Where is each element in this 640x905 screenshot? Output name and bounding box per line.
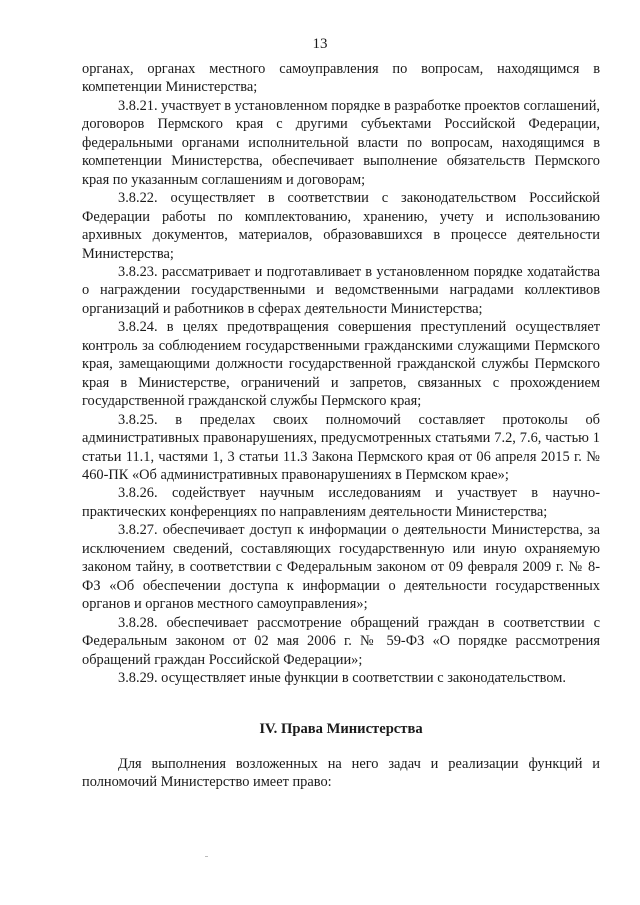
scan-artifact (205, 856, 208, 857)
paragraph-3-8-27: 3.8.27. обеспечивает доступ к информации о деятельности Министерства, за исключением сведений, составляющих государственную или иную охраняемую законом тайну, в соответствии с Федеральным законом от 09 февраля 2009 г. № 8-ФЗ «Об обеспечении доступа к информации о деятельности государственных органов и органов местного самоуправления»; (82, 522, 600, 613)
paragraph-continuation: органах, органах местного самоуправления по вопросам, находящимся в компетенции Министерства; (82, 61, 600, 96)
document-body (82, 60, 600, 792)
paragraph-3-8-21: 3.8.21. участвует в установленном порядке в разработке проектов соглашений, договоров Пермского края с другими субъектами Российской Федерации, федеральными органами исполнительной власти по вопросам, находящимся в компетенции Министерства, обеспечивает выполнение обязательств Пермского края по указанным соглашениям и договорам; (82, 97, 600, 188)
paragraph-3-8-23: 3.8.23. рассматривает и подготавливает в установленном порядке ходатайства о награждении государственными и ведомственными наградами коллективов организаций и работников в сферах деятельности Министерства; (82, 263, 600, 317)
paragraph-3-8-26: 3.8.26. содействует научным исследованиям и участвует в научно-практических конференциях по направлениям деятельности Министерства; (82, 485, 600, 520)
paragraph-3-8-29: 3.8.29. осуществляет иные функции в соответствии с законодательством. (118, 669, 566, 686)
paragraph-3-8-22: 3.8.22. осуществляет в соответствии с законодательством Российской Федерации работы по комплектованию, хранению, учету и использованию архивных документов, материалов, образовавшихся в процессе деятельности Министерства; (82, 190, 600, 262)
paragraph-intro-rights: Для выполнения возложенных на него задач и реализации функций и полномочий Министерство имеет право: (82, 755, 600, 791)
page-number: 13 (312, 36, 328, 52)
paragraph-3-8-28: 3.8.28. обеспечивает рассмотрение обращений граждан в соответствии с Федеральным законом от 02 мая 2006 г. № 59-ФЗ «О порядке рассмотрения обращений граждан Российской Федерации»; (82, 614, 600, 668)
paragraph-3-8-25: 3.8.25. в пределах своих полномочий составляет протоколы об административных правонарушениях, предусмотренных статьями 7.2, 7.6, частью 1 статьи 11.1, частями 1, 3 статьи 11.3 Закона Пермского края от 06 апреля 2015 г. № 460-ПК «Об административных правонарушениях в Пермском крае»; (82, 411, 600, 483)
section-heading: IV. Права Министерства (259, 721, 423, 738)
paragraph-3-8-24: 3.8.24. в целях предотвращения совершения преступлений осуществляет контроль за соблюдением государственными гражданскими служащими Пермского края, замещающими должности государственной гражданской службы Пермского края в Министерстве, ограничений и запретов, связанных с прохождением государственной гражданской службы Пермского края; (82, 319, 600, 410)
